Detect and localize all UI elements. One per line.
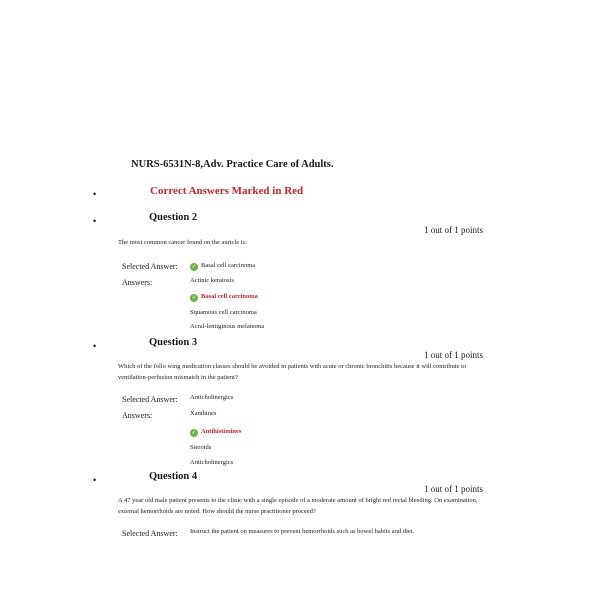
answer-option: Anticholinergics xyxy=(190,459,234,466)
question-points: 1 out of 1 points xyxy=(423,484,483,494)
answer-option: Squamous cell carcinoma xyxy=(190,309,257,316)
selected-answer-label: Selected Answer: xyxy=(122,529,178,538)
question-text: The most common cancer found on the auricle is: xyxy=(118,239,247,246)
course-title: NURS-6531N-8,Adv. Practice Care of Adults. xyxy=(131,159,334,170)
answers-label: Answers: xyxy=(122,411,153,420)
question-title: Question 2 xyxy=(149,212,198,223)
question-title: Question 4 xyxy=(149,471,198,482)
selected-answer: Anticholinergics xyxy=(190,394,234,401)
answer-option-correct: ✓ Antihistimines xyxy=(191,428,242,436)
bullet: • xyxy=(93,216,97,226)
question-points: 1 out of 1 points xyxy=(423,225,483,235)
bullet: • xyxy=(93,341,97,351)
answer-option: Acral-lentiginous melanoma xyxy=(190,323,265,330)
selected-answer-label: Selected Answer: xyxy=(122,395,178,404)
question-text: A 47 year old male patient presents to the clinic with a single episode of a moderate amount of bright red rectal bleeding. On examination, external hemorrhoids are noted. How should the nurse practitioner proceed? xyxy=(118,497,478,515)
selected-answer-label: Selected Answer: xyxy=(122,262,178,271)
correct-answers-heading: Correct Answers Marked in Red xyxy=(150,185,304,197)
answer-option: Actinic keratosis xyxy=(190,277,234,284)
check-icon: ✓ xyxy=(191,294,197,301)
selected-answer: Instruct the patient on measures to prevent hemorrhoids such as bowel habits and diet. xyxy=(190,528,415,535)
question-title: Question 3 xyxy=(149,337,198,348)
answer-option: Steroids xyxy=(190,444,212,451)
question-points: 1 out of 1 points xyxy=(423,350,483,360)
check-icon: ✓ xyxy=(191,263,197,270)
bullet: • xyxy=(93,475,97,485)
answer-option-correct: ✓ Basal cell carcinoma xyxy=(191,293,258,301)
answer-option: Xanthines xyxy=(190,410,217,417)
question-text: Which of the follo wing medication classes should be avoided in patients with acute or chronic bronchitis because it will contribute to ventilation-perfusion mismatch in the patient? xyxy=(118,363,467,381)
check-icon: ✓ xyxy=(191,429,197,436)
answers-label: Answers: xyxy=(122,278,153,287)
selected-answer: ✓ Basal cell carcinoma xyxy=(191,262,256,270)
bullet: • xyxy=(93,189,97,199)
